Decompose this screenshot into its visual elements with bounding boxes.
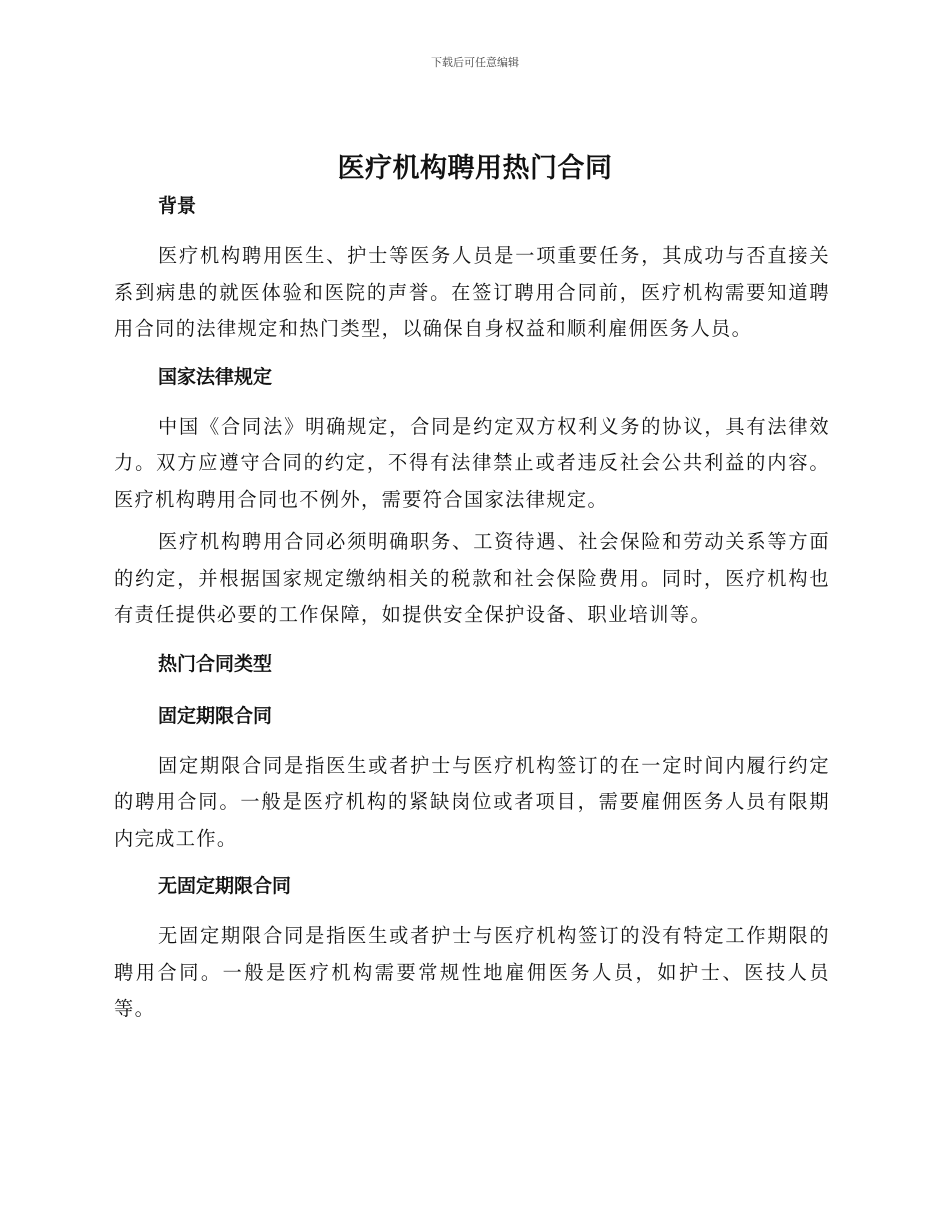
document-body [114, 192, 830, 1028]
document-title: 医疗机构聘用热门合同 [337, 153, 613, 184]
paragraph-open-ended: 无固定期限合同是指医生或者护士与医疗机构签订的没有特定工作期限的聘用合同。一般是医疗机构需要常规性地雇佣医务人员，如护士、医技人员等。 [114, 924, 830, 1020]
paragraph-fixed-term: 固定期限合同是指医生或者护士与医疗机构签订的在一定时间内履行约定的聘用合同。一般是医疗机构的紧缺岗位或者项目，需要雇佣医务人员有限期内完成工作。 [114, 753, 830, 850]
heading-national-law: 国家法律规定 [158, 365, 273, 388]
paragraph-background: 医疗机构聘用医生、护士等医务人员是一项重要任务，其成功与否直接关系到病患的就医体验和医院的声誉。在签订聘用合同前，医疗机构需要知道聘用合同的法律规定和热门类型，以确保自身权益和顺利雇佣医务人员。 [114, 244, 830, 340]
heading-contract-types: 热门合同类型 [158, 652, 273, 675]
paragraph-law-2: 医疗机构聘用合同必须明确职务、工资待遇、社会保险和劳动关系等方面的约定，并根据国家规定缴纳相关的税款和社会保险费用。同时，医疗机构也有责任提供必要的工作保障，如提供安全保护设备、职业培训等。 [114, 530, 830, 626]
heading-open-ended: 无固定期限合同 [158, 875, 292, 897]
heading-fixed-term: 固定期限合同 [158, 704, 273, 727]
heading-background: 背景 [158, 195, 197, 217]
paragraph-law-1: 中国《合同法》明确规定，合同是约定双方权利义务的协议，具有法律效力。双方应遵守合同的约定，不得有法律禁止或者违反社会公共利益的内容。医疗机构聘用合同也不例外，需要符合国家法律规定。 [114, 414, 830, 511]
page-header-note: 下载后可任意编辑 [431, 56, 519, 69]
